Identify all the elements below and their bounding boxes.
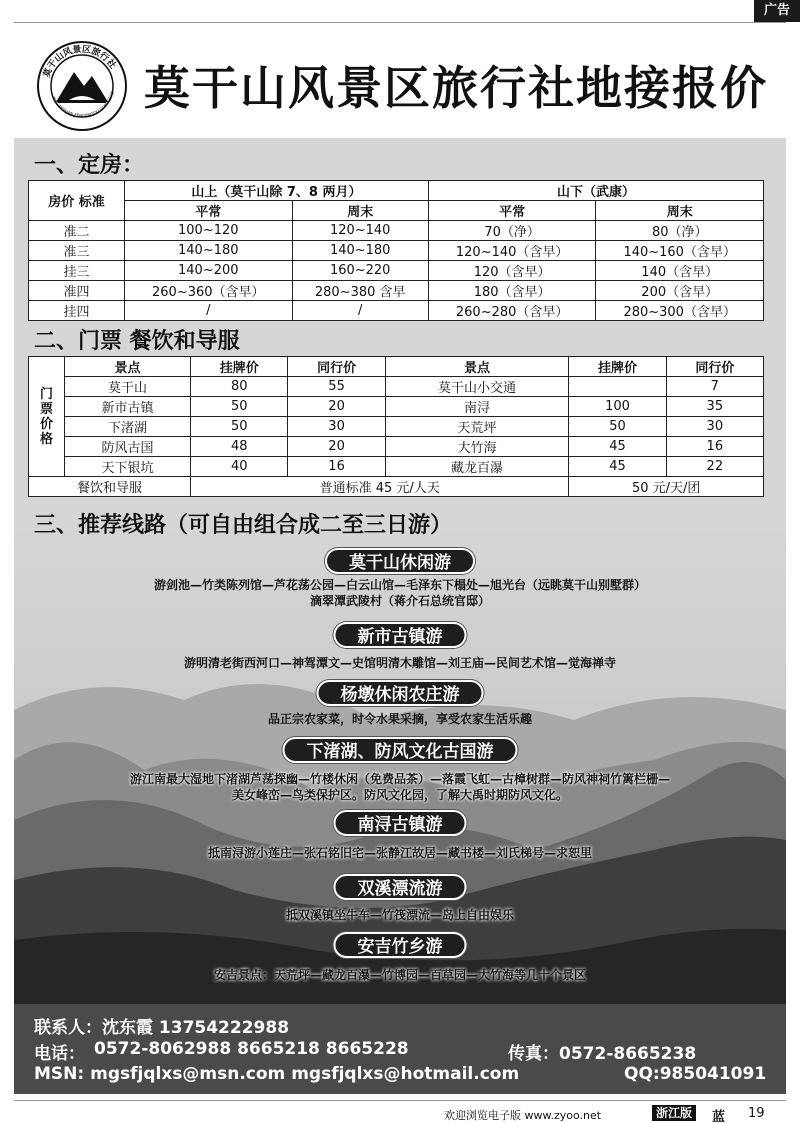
table-row	[29, 417, 764, 437]
table-cell: 防风古国	[65, 437, 191, 457]
table-row	[29, 437, 764, 457]
table-cell: 莫干山	[65, 377, 191, 397]
contact-person: 联系人：沈东霞 13754222988	[34, 1018, 290, 1038]
table-cell: 新市古镇	[65, 397, 191, 417]
route-desc-line: 品正宗农家菜，时令水果采摘，享受农家生活乐趣	[267, 712, 532, 726]
group-header-lower: 山下（武康）	[428, 181, 763, 201]
table-cell: 20	[288, 397, 385, 417]
ticket-price-table	[28, 356, 764, 497]
meal-standard: 普通标准 45 元/人天	[191, 477, 569, 497]
msn-accounts: MSN: mgsfjqlxs@msn.com mgsfjqlxs@hotmail.com	[34, 1064, 520, 1084]
table-cell: 南浔	[385, 397, 569, 417]
group-header-upper: 山上（莫干山除 7、8 两月）	[125, 181, 429, 201]
route-desc-line: 游明清老街西河口—神驾潭文—史馆明清木雕馆—刘王庙—民间艺术馆—觉海禅寺	[183, 656, 616, 670]
table-cell: 200（含早）	[596, 281, 764, 301]
table-cell: 80（净）	[596, 221, 764, 241]
table-cell: 莫干山小交通	[385, 377, 569, 397]
footer-welcome: 欢迎浏览电子版 www.zyoo.net	[444, 1109, 602, 1122]
top-rule	[14, 22, 786, 23]
route-desc	[30, 577, 770, 609]
phone-label: 电话：	[34, 1044, 85, 1064]
table-cell: 280~300（含早）	[596, 301, 764, 321]
route-title-anji: 安吉竹乡游	[334, 932, 467, 958]
route-desc	[30, 711, 770, 727]
table-cell: 55	[288, 377, 385, 397]
table-cell: 16	[288, 457, 385, 477]
row-label: 挂三	[29, 261, 125, 281]
table-row	[29, 221, 764, 241]
table-cell: 260~360（含早）	[125, 281, 293, 301]
column-header: 挂牌价	[191, 357, 288, 377]
table-cell: 7	[666, 377, 763, 397]
row-label: 准二	[29, 221, 125, 241]
meal-label: 餐饮和导服	[29, 477, 191, 497]
table-cell: 160~220	[292, 261, 428, 281]
sub-header: 平常	[125, 201, 293, 221]
row-label: 挂四	[29, 301, 125, 321]
meal-guide: 50 元/天/团	[569, 477, 764, 497]
route-desc	[30, 967, 770, 983]
meal-row	[29, 477, 764, 497]
route-title-nanxun: 南浔古镇游	[334, 810, 467, 836]
route-desc-line: 抵南浔游小莲庄—张石铭旧宅—张静江故居—藏书楼—刘氏梯号—求恕里	[207, 846, 592, 860]
header	[14, 32, 786, 136]
page-number: 19	[748, 1106, 765, 1121]
qq-number: QQ:985041091	[624, 1064, 767, 1084]
route-title-shuangxi: 双溪漂流游	[334, 874, 467, 900]
table-cell: 48	[191, 437, 288, 457]
table-cell: 天下银坑	[65, 457, 191, 477]
row-label: 准三	[29, 241, 125, 261]
logo-latin-text: MOGANSHAN FENGJINGQU LVXINGSHE	[51, 90, 116, 118]
table-cell: 140~160（含早）	[596, 241, 764, 261]
agency-logo	[36, 40, 128, 132]
row-label: 准四	[29, 281, 125, 301]
sub-header: 平常	[428, 201, 596, 221]
ad-tag: 广告	[754, 0, 800, 22]
table-row	[29, 241, 764, 261]
contact-block	[14, 1004, 786, 1094]
fax-number: 传真：0572-8665238	[508, 1044, 697, 1064]
route-desc-line: 美女峰峦—鸟类保护区。防风文化园，了解大禹时期防风文化。	[231, 788, 568, 802]
column-header: 挂牌价	[569, 357, 666, 377]
route-title-xiazhuhu: 下渚湖、防风文化古国游	[283, 737, 518, 763]
table-cell: 35	[666, 397, 763, 417]
table-cell: 140~180	[292, 241, 428, 261]
table-cell: 50	[569, 417, 666, 437]
table-cell: 45	[569, 437, 666, 457]
table-row	[29, 377, 764, 397]
section-heading-routes: 三、推荐线路（可自由组合成二至三日游）	[34, 513, 453, 538]
edition-badge: 浙江版	[652, 1105, 696, 1121]
table-cell: 30	[666, 417, 763, 437]
table-cell: 30	[288, 417, 385, 437]
table-cell: 140~200	[125, 261, 293, 281]
route-title-xinshi: 新市古镇游	[334, 622, 467, 648]
route-desc-line: 游江南最大湿地下渚湖芦荡探幽—竹楼休闲（免费品茶）—落霞飞虹—古樟树群—防风神祠竹篱栏栅—	[129, 772, 670, 786]
sub-header: 周末	[596, 201, 764, 221]
table-cell	[569, 377, 666, 397]
route-title-yangdun: 杨墩休闲农庄游	[317, 680, 484, 706]
table-cell: 100	[569, 397, 666, 417]
table-cell: 16	[666, 437, 763, 457]
table-cell: 50	[191, 417, 288, 437]
table-cell: /	[125, 301, 293, 321]
table-cell: 180（含早）	[428, 281, 596, 301]
column-header: 同行价	[288, 357, 385, 377]
lodging-price-table	[28, 180, 764, 321]
table-cell: 45	[569, 457, 666, 477]
section-heading-lodging: 一、定房：	[34, 153, 145, 178]
table-row	[29, 457, 764, 477]
route-desc	[30, 845, 770, 861]
table-cell: 260~280（含早）	[428, 301, 596, 321]
page-title: 莫干山风景区旅行社地接报价	[144, 61, 768, 115]
table-cell: /	[292, 301, 428, 321]
table-cell: 20	[288, 437, 385, 457]
table-cell: 22	[666, 457, 763, 477]
route-desc	[30, 655, 770, 671]
table-cell: 100~120	[125, 221, 293, 241]
table-cell: 80	[191, 377, 288, 397]
table-row	[29, 397, 764, 417]
table-cell: 下渚湖	[65, 417, 191, 437]
table-cell: 40	[191, 457, 288, 477]
table-cell: 120~140（含早）	[428, 241, 596, 261]
table-cell: 70（净）	[428, 221, 596, 241]
footer	[14, 1100, 786, 1123]
table-row	[29, 301, 764, 321]
route-desc-line: 抵双溪镇坐牛车—竹筏漂流—岛上自由娱乐	[285, 908, 514, 922]
route-desc	[30, 907, 770, 923]
table-cell: 140~180	[125, 241, 293, 261]
route-desc-line: 游剑池—竹类陈列馆—芦花荡公园—白云山馆—毛泽东下榻处—旭光台（远眺莫干山别墅群）	[153, 578, 646, 592]
column-header: 景点	[385, 357, 569, 377]
route-desc	[30, 771, 770, 803]
table-cell: 140（含早）	[596, 261, 764, 281]
table-row	[29, 261, 764, 281]
phone-numbers: 0572-8062988 8665218 8665228	[94, 1039, 409, 1059]
table-cell: 藏龙百瀑	[385, 457, 569, 477]
table-cell: 50	[191, 397, 288, 417]
color-label: 蓝	[712, 1110, 726, 1123]
table-cell: 大竹海	[385, 437, 569, 457]
table-cell: 120（含早）	[428, 261, 596, 281]
section-heading-tickets: 二、门票 餐饮和导服	[34, 329, 240, 354]
column-header: 同行价	[666, 357, 763, 377]
route-desc-line: 安吉景点：天荒坪—藏龙百瀑—竹博园—百草园—大竹海等几十个景区	[213, 968, 586, 982]
table-cell: 天荒坪	[385, 417, 569, 437]
route-title-moganshan: 莫干山休闲游	[325, 548, 475, 574]
corner-label: 房价 标准	[29, 181, 125, 221]
sub-header: 周末	[292, 201, 428, 221]
table-cell: 120~140	[292, 221, 428, 241]
table-cell: 280~380 含早	[292, 281, 428, 301]
route-desc-line: 滴翠潭武陵村（蒋介石总统官邸）	[309, 594, 490, 608]
column-header: 景点	[65, 357, 191, 377]
table-row	[29, 281, 764, 301]
ticket-side-label: 门票价格	[29, 357, 65, 477]
logo-ring-text: 莫干山风景区旅行社	[42, 44, 118, 80]
